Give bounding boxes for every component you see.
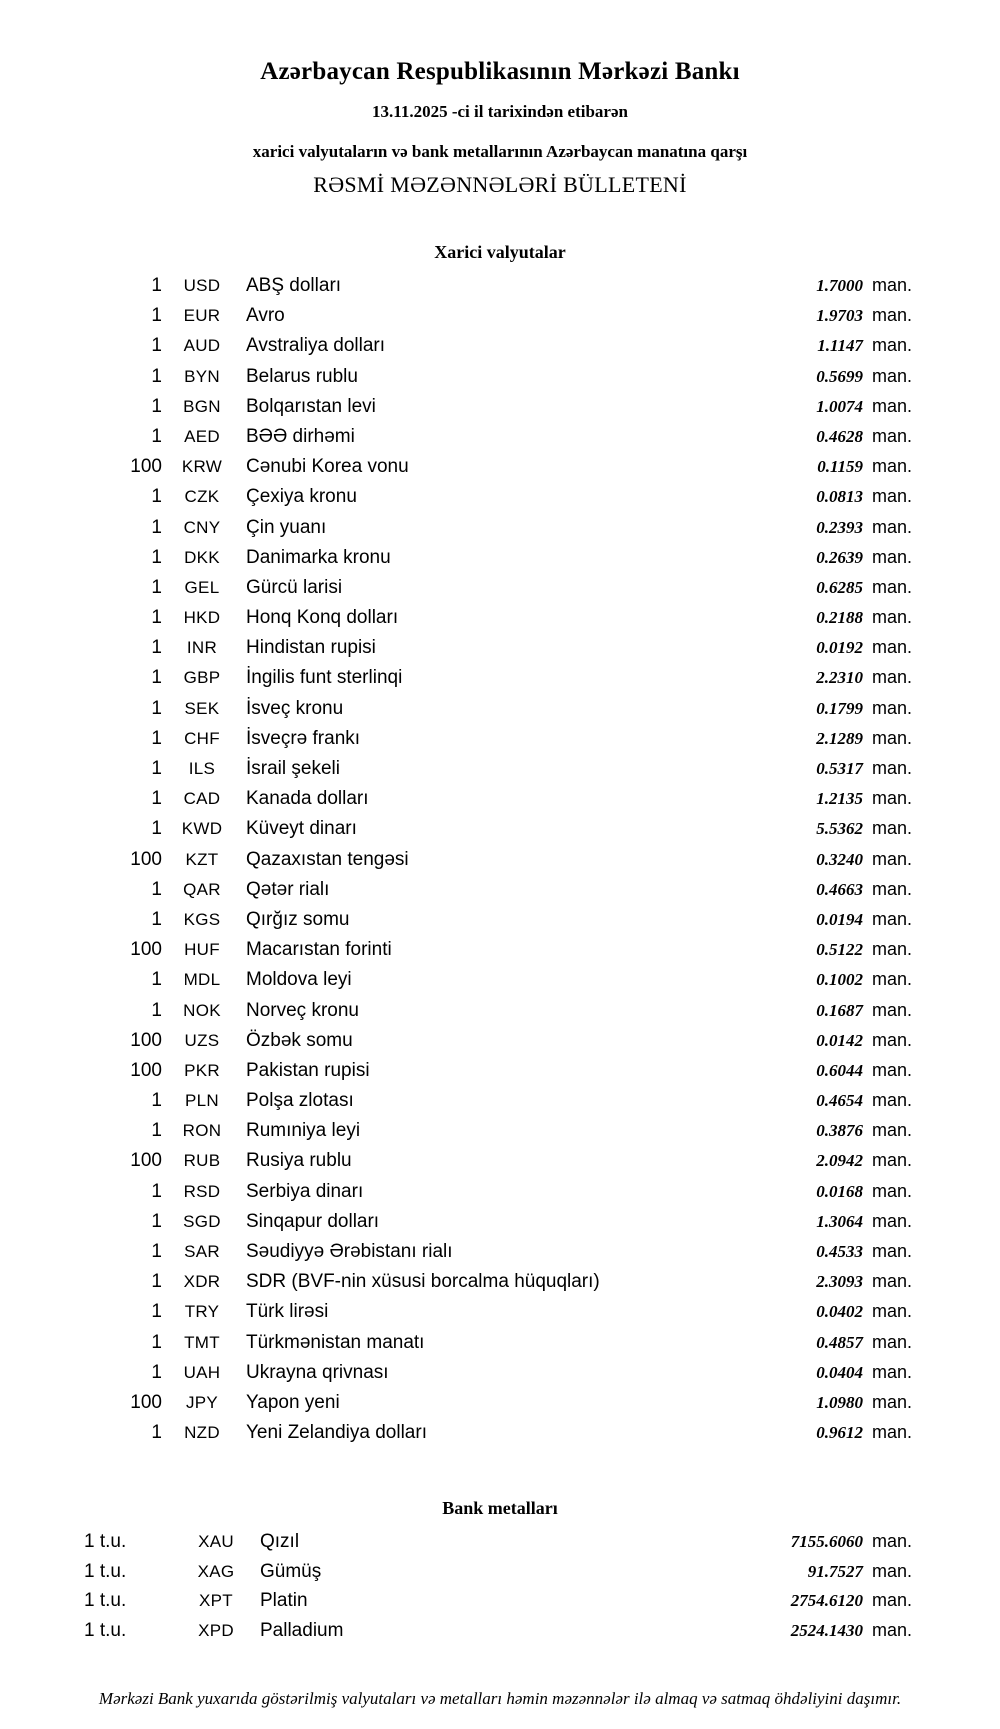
- currency-code: KRW: [181, 457, 223, 477]
- currency-name: Rusiya rublu: [246, 1150, 352, 1172]
- rate-value: 1.0074: [816, 396, 863, 416]
- rate-unit: man.: [872, 1422, 913, 1443]
- rate-value: 0.0192: [816, 638, 863, 658]
- rate-unit: man.: [872, 546, 913, 567]
- rate-amount: 1: [151, 607, 162, 629]
- currency-name: Honq Konq dolları: [246, 607, 399, 629]
- rate-unit: man.: [872, 727, 913, 748]
- rate-amount: 100: [130, 1029, 162, 1051]
- currency-row: [70, 879, 930, 909]
- currency-row: [70, 426, 930, 456]
- rate-amount: 1: [151, 1271, 162, 1293]
- currency-name: Hindistan rupisi: [246, 637, 376, 659]
- currency-name: Gümüş: [260, 1560, 322, 1582]
- rate-value: 0.6044: [816, 1060, 863, 1080]
- rate-unit: man.: [872, 305, 913, 326]
- currency-name: Ukrayna qrivnası: [246, 1361, 389, 1383]
- rate-value: 0.0168: [816, 1181, 863, 1201]
- currency-row: [70, 1211, 930, 1241]
- rate-amount: 1: [151, 1180, 162, 1202]
- rate-value: 0.1159: [817, 457, 863, 477]
- currency-code: CZK: [184, 487, 220, 507]
- currency-code: XAG: [197, 1561, 235, 1581]
- rate-amount: 1 t.u.: [84, 1531, 127, 1553]
- rate-amount: 1: [151, 637, 162, 659]
- rate-value: 0.0813: [816, 487, 863, 507]
- footer-note: Mərkəzi Bank yuxarıda göstərilmiş valyutaları və metalları həmin məzənnələr ilə almaq və satmaq öhdəliyini daşımır.: [98, 1689, 902, 1709]
- rate-unit: man.: [872, 697, 913, 718]
- rate-value: 2754.6120: [790, 1591, 863, 1611]
- rate-value: 2.1289: [816, 728, 863, 748]
- metal-row: [70, 1590, 930, 1620]
- currency-code: KGS: [183, 909, 221, 929]
- currency-rates-table: [70, 275, 930, 1452]
- rate-value: 0.5122: [816, 940, 863, 960]
- currency-name: İsveç kronu: [246, 697, 344, 719]
- currency-row: [70, 577, 930, 607]
- currency-name: Özbək somu: [246, 1029, 353, 1051]
- rate-value: 0.6285: [816, 577, 863, 597]
- rate-amount: 1 t.u.: [84, 1590, 127, 1612]
- rate-amount: 1: [151, 335, 162, 357]
- rate-amount: 1: [151, 999, 162, 1021]
- currency-name: Platin: [260, 1590, 308, 1612]
- currency-row: [70, 1271, 930, 1301]
- rate-value: 1.7000: [816, 276, 863, 295]
- currency-row: [70, 1060, 930, 1090]
- currency-code: KZT: [185, 849, 219, 869]
- currency-code: NOK: [183, 1000, 221, 1020]
- metal-row: [70, 1620, 930, 1650]
- rate-unit: man.: [872, 607, 913, 628]
- rate-unit: man.: [872, 516, 913, 537]
- rate-amount: 1: [151, 727, 162, 749]
- rate-amount: 1: [151, 395, 162, 417]
- currency-code: HUF: [184, 940, 220, 960]
- currency-code: BGN: [183, 396, 221, 416]
- rate-unit: man.: [872, 395, 913, 416]
- rate-amount: 1: [151, 878, 162, 900]
- rate-unit: man.: [872, 667, 913, 688]
- rate-amount: 1: [151, 1120, 162, 1142]
- rate-unit: man.: [872, 1210, 913, 1231]
- currency-code: KWD: [181, 819, 223, 839]
- currency-row: [70, 456, 930, 486]
- currency-code: UAH: [183, 1362, 221, 1382]
- rate-value: 0.5317: [816, 759, 863, 778]
- rate-amount: 100: [130, 939, 162, 961]
- currency-row: [70, 1392, 930, 1422]
- rate-value: 0.9612: [816, 1423, 863, 1443]
- currency-code: CNY: [183, 517, 221, 537]
- currency-name: Cənubi Korea vonu: [246, 456, 409, 478]
- rate-value: 0.3876: [816, 1121, 863, 1141]
- metal-row: [70, 1561, 930, 1591]
- currency-name: ABŞ dolları: [246, 275, 342, 296]
- rate-value: 91.7527: [807, 1561, 863, 1581]
- rate-value: 0.1002: [816, 970, 863, 990]
- rate-amount: 1: [151, 697, 162, 719]
- currency-row: [70, 909, 930, 939]
- rate-amount: 1: [151, 788, 162, 810]
- metal-rates-table: [70, 1531, 930, 1649]
- currency-name: İngilis funt sterlinqi: [246, 667, 403, 689]
- currency-row: [70, 335, 930, 365]
- rate-unit: man.: [872, 1150, 913, 1171]
- effective-date-line: 13.11.2025 -ci il tarixindən etibarən: [372, 102, 628, 121]
- rate-unit: man.: [872, 908, 913, 929]
- currency-name: Qətər rialı: [246, 878, 330, 900]
- rate-unit: man.: [872, 425, 913, 446]
- currency-code: RUB: [183, 1151, 221, 1171]
- currency-row: [70, 275, 930, 305]
- rate-unit: man.: [872, 999, 913, 1020]
- rate-value: 1.9703: [816, 306, 863, 326]
- rate-unit: man.: [872, 275, 913, 295]
- currency-name: İsveçrə frankı: [246, 727, 361, 749]
- currency-row: [70, 849, 930, 879]
- currency-name: Norveç kronu: [246, 999, 359, 1021]
- currency-row: [70, 1332, 930, 1362]
- rate-unit: man.: [872, 818, 913, 839]
- currency-row: [70, 788, 930, 818]
- currency-name: Gürcü larisi: [246, 576, 343, 598]
- currency-name: Çin yuanı: [246, 516, 327, 538]
- rate-amount: 100: [130, 848, 162, 870]
- currency-name: Küveyt dinarı: [246, 818, 357, 840]
- currency-code: JPY: [185, 1392, 219, 1412]
- rate-value: 0.4663: [816, 879, 863, 899]
- rate-value: 7155.6060: [790, 1532, 863, 1552]
- currency-row: [70, 517, 930, 547]
- currency-row: [70, 698, 930, 728]
- rate-unit: man.: [872, 788, 913, 809]
- rate-amount: 1: [151, 275, 162, 296]
- rate-amount: 1: [151, 908, 162, 930]
- currency-row: [70, 1090, 930, 1120]
- rate-unit: man.: [872, 1391, 913, 1412]
- currency-code: BYN: [184, 366, 220, 386]
- currency-name: SDR (BVF-nin xüsusi borcalma hüquqları): [246, 1271, 600, 1293]
- currency-code: AUD: [183, 336, 221, 356]
- rate-amount: 100: [130, 1391, 162, 1413]
- rate-unit: man.: [872, 1560, 913, 1581]
- bulletin-heading: RƏSMİ MƏZƏNNƏLƏRİ BÜLLETENİ: [313, 172, 687, 197]
- currency-code: UZS: [184, 1030, 220, 1050]
- rate-unit: man.: [872, 365, 913, 386]
- rate-value: 5.5362: [816, 819, 863, 839]
- currency-name: Çexiya kronu: [246, 486, 357, 508]
- rate-unit: man.: [872, 486, 913, 507]
- currency-code: RON: [182, 1121, 222, 1141]
- rate-unit: man.: [872, 1331, 913, 1352]
- currency-code: DKK: [184, 547, 220, 567]
- currency-code: GBP: [183, 668, 221, 688]
- rate-value: 0.2639: [816, 547, 863, 567]
- rate-unit: man.: [872, 1180, 913, 1201]
- rate-amount: 100: [130, 456, 162, 478]
- currency-name: Türkmənistan manatı: [246, 1331, 425, 1353]
- bank-title: Azərbaycan Respublikasının Mərkəzi Bankı: [260, 58, 740, 85]
- rate-unit: man.: [872, 1090, 913, 1111]
- rate-amount: 1: [151, 365, 162, 387]
- rate-amount: 1: [151, 1361, 162, 1383]
- currency-code: PLN: [185, 1091, 219, 1111]
- rate-value: 0.4628: [816, 426, 863, 446]
- rate-value: 0.5699: [816, 366, 863, 386]
- rate-unit: man.: [872, 637, 913, 658]
- rate-amount: 1: [151, 818, 162, 840]
- currency-code: XPT: [199, 1591, 233, 1611]
- rate-amount: 1: [151, 1422, 162, 1444]
- currency-code: PKR: [184, 1060, 220, 1080]
- rate-amount: 1: [151, 516, 162, 538]
- rate-value: 2524.1430: [790, 1620, 863, 1640]
- currency-name: Polşa zlotası: [246, 1090, 354, 1112]
- currency-name: Palladium: [260, 1619, 344, 1641]
- rate-value: 0.4533: [816, 1242, 863, 1261]
- currency-row: [70, 486, 930, 516]
- currency-code: XPD: [198, 1620, 234, 1640]
- currency-code: HKD: [183, 608, 221, 628]
- currency-name: Belarus rublu: [246, 365, 358, 387]
- currency-name: Avstraliya dolları: [246, 335, 386, 357]
- currency-row: [70, 1362, 930, 1392]
- rate-value: 0.0194: [816, 909, 863, 929]
- rate-unit: man.: [872, 1531, 913, 1552]
- currency-name: Rumıniya leyi: [246, 1120, 361, 1142]
- rate-unit: man.: [872, 969, 913, 990]
- currency-code: CHF: [184, 728, 220, 748]
- currency-row: [70, 366, 930, 396]
- rate-amount: 1: [151, 1210, 162, 1232]
- currency-row: [70, 1301, 930, 1331]
- currency-code: SGD: [183, 1211, 221, 1231]
- currency-code: TMT: [184, 1332, 220, 1352]
- currency-row: [70, 1181, 930, 1211]
- currency-code: XAU: [198, 1532, 234, 1552]
- rate-amount: 1 t.u.: [84, 1560, 127, 1582]
- rate-value: 2.3093: [816, 1272, 863, 1292]
- currency-code: GEL: [184, 577, 220, 597]
- currency-code: TRY: [184, 1302, 220, 1322]
- rate-value: 0.4654: [816, 1091, 863, 1111]
- currency-name: Qızıl: [260, 1531, 300, 1553]
- currency-row: [70, 728, 930, 758]
- currency-code: ILS: [188, 759, 216, 778]
- currency-row: [70, 1150, 930, 1180]
- rate-amount: 1: [151, 486, 162, 508]
- currency-name: Bolqarıstan levi: [246, 395, 376, 417]
- currency-code: SAR: [184, 1242, 220, 1261]
- currency-code: NZD: [184, 1423, 220, 1443]
- currency-name: Serbiya dinarı: [246, 1180, 364, 1202]
- currency-row: [70, 667, 930, 697]
- currency-row: [70, 637, 930, 667]
- currency-code: SEK: [184, 698, 220, 718]
- currency-row: [70, 396, 930, 426]
- currency-code: USD: [183, 276, 221, 295]
- rate-amount: 1: [151, 1331, 162, 1353]
- rate-unit: man.: [872, 1301, 913, 1322]
- currency-name: Kanada dolları: [246, 788, 369, 810]
- currency-row: [70, 547, 930, 577]
- currency-name: Yeni Zelandiya dolları: [246, 1422, 427, 1444]
- currency-name: Qırğız somu: [246, 908, 350, 930]
- rate-unit: man.: [872, 848, 913, 869]
- currency-row: [70, 607, 930, 637]
- rate-unit: man.: [872, 1241, 913, 1261]
- bulletin-subtitle: xarici valyutaların və bank metallarının Azərbaycan manatına qarşı: [252, 142, 748, 161]
- rate-unit: man.: [872, 576, 913, 597]
- currency-name: Sinqapur dolları: [246, 1210, 380, 1232]
- rate-value: 0.0404: [816, 1362, 863, 1382]
- currency-code: RSD: [183, 1181, 221, 1201]
- currency-name: Qazaxıstan tengəsi: [246, 848, 409, 870]
- rate-amount: 1: [151, 1090, 162, 1112]
- rate-amount: 1: [151, 1241, 162, 1262]
- rate-value: 1.3064: [816, 1211, 863, 1231]
- rate-unit: man.: [872, 1059, 913, 1080]
- currency-code: CAD: [183, 789, 221, 809]
- rate-value: 1.1147: [817, 336, 863, 356]
- rate-unit: man.: [872, 758, 913, 778]
- rate-unit: man.: [872, 1619, 913, 1640]
- rate-unit: man.: [872, 456, 913, 477]
- rate-unit: man.: [872, 1361, 913, 1382]
- rate-amount: 1: [151, 546, 162, 568]
- section-heading-metals: Bank metalları: [442, 1498, 558, 1519]
- rate-amount: 100: [130, 1059, 162, 1081]
- rate-unit: man.: [872, 1120, 913, 1141]
- currency-row: [70, 1000, 930, 1030]
- rate-amount: 1: [151, 1301, 162, 1323]
- rate-value: 1.0980: [816, 1392, 863, 1412]
- rate-amount: 1: [151, 576, 162, 598]
- rate-value: 2.2310: [816, 668, 863, 688]
- rate-value: 0.3240: [816, 849, 863, 869]
- rate-value: 0.2393: [816, 517, 863, 537]
- currency-name: Türk lirəsi: [246, 1301, 329, 1323]
- rate-value: 0.1687: [816, 1000, 863, 1020]
- rate-unit: man.: [872, 939, 913, 960]
- currency-row: [70, 969, 930, 999]
- rate-value: 0.2188: [816, 608, 863, 628]
- currency-row: [70, 818, 930, 848]
- rate-amount: 1: [151, 667, 162, 689]
- rate-value: 0.1799: [816, 698, 863, 718]
- rate-value: 0.0142: [816, 1030, 863, 1050]
- rate-unit: man.: [872, 1029, 913, 1050]
- currency-name: Yapon yeni: [246, 1391, 340, 1413]
- currency-name: BƏƏ dirhəmi: [246, 425, 355, 447]
- currency-row: [70, 1241, 930, 1271]
- rate-value: 0.0402: [816, 1302, 863, 1322]
- currency-name: Səudiyyə Ərəbistanı rialı: [246, 1241, 453, 1262]
- rate-value: 0.4857: [816, 1332, 863, 1352]
- rate-amount: 100: [130, 1150, 162, 1172]
- currency-row: [70, 1120, 930, 1150]
- currency-row: [70, 758, 930, 788]
- rate-amount: 1: [151, 305, 162, 327]
- currency-code: INR: [186, 638, 218, 658]
- currency-name: Moldova leyi: [246, 969, 352, 991]
- rate-value: 1.2135: [816, 789, 863, 809]
- rate-value: 2.0942: [816, 1151, 863, 1171]
- currency-name: Macarıstan forinti: [246, 939, 392, 961]
- currency-row: [70, 939, 930, 969]
- rate-amount: 1: [151, 425, 162, 447]
- metal-row: [70, 1531, 930, 1561]
- rate-unit: man.: [872, 1271, 913, 1292]
- currency-code: XDR: [183, 1272, 221, 1292]
- currency-code: AED: [184, 426, 220, 446]
- currency-code: MDL: [183, 970, 221, 990]
- rate-amount: 1: [151, 758, 162, 779]
- rate-amount: 1 t.u.: [84, 1619, 127, 1641]
- currency-row: [70, 1030, 930, 1060]
- rate-unit: man.: [872, 1590, 913, 1611]
- rate-amount: 1: [151, 969, 162, 991]
- currency-code: EUR: [183, 306, 221, 326]
- currency-row: [70, 1422, 930, 1452]
- currency-name: İsrail şekeli: [246, 758, 340, 779]
- currency-code: QAR: [183, 879, 221, 899]
- currency-name: Danimarka kronu: [246, 546, 391, 568]
- rate-unit: man.: [872, 878, 913, 899]
- currency-name: Avro: [246, 305, 285, 327]
- section-heading-currencies: Xarici valyutalar: [434, 242, 566, 262]
- currency-row: [70, 305, 930, 335]
- currency-name: Pakistan rupisi: [246, 1059, 370, 1081]
- rate-unit: man.: [872, 335, 913, 356]
